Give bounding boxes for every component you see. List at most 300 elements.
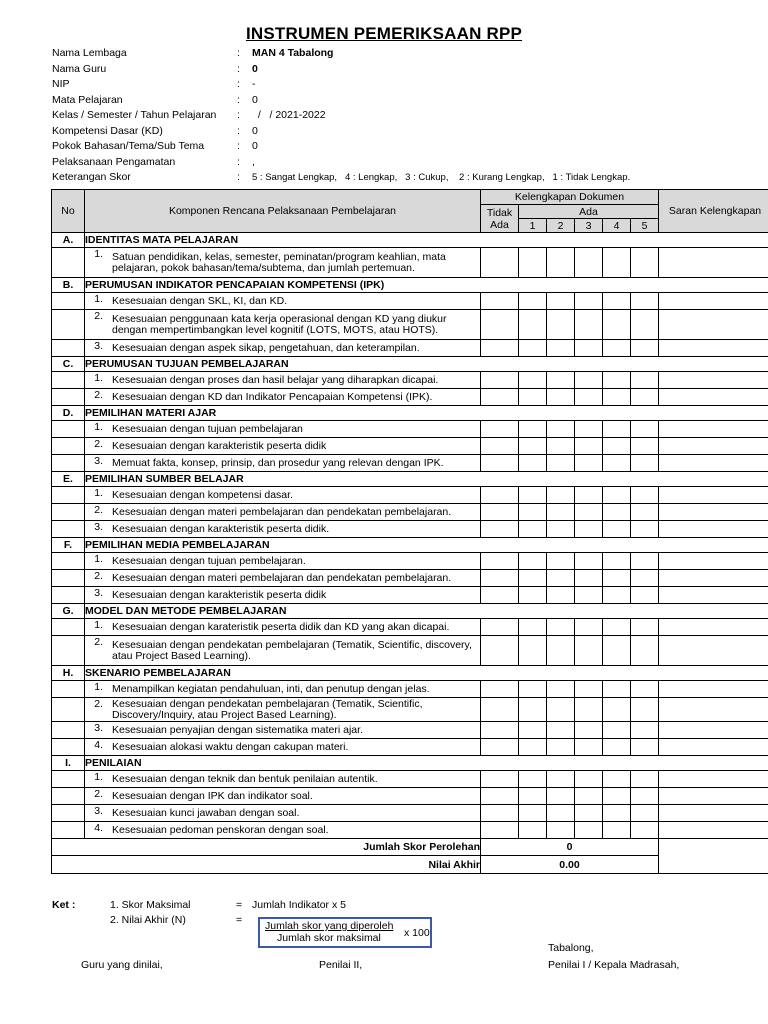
info-value: 0 <box>252 124 258 137</box>
score-cell-3[interactable] <box>575 739 603 756</box>
header-kelengkapan: Kelengkapan Dokumen <box>481 190 659 205</box>
signature-place: Tabalong, <box>548 942 594 954</box>
item-number: 1. <box>94 372 103 384</box>
nilai-value: 0.00 <box>481 856 659 874</box>
info-colon: : <box>237 155 240 168</box>
section-row <box>52 278 768 293</box>
header-tidak-ada: Tidak Ada <box>481 205 519 233</box>
item-number: 1. <box>94 771 103 783</box>
table-row <box>52 805 768 822</box>
tidak-ada-cell[interactable] <box>481 771 519 788</box>
ket-line1-left: 1. Skor Maksimal <box>110 899 191 911</box>
header-saran: Saran Kelengkapan <box>659 190 768 233</box>
tidak-ada-cell[interactable] <box>481 504 519 521</box>
row-no-cell <box>52 722 85 739</box>
score-cell-2[interactable] <box>547 553 575 570</box>
row-item <box>85 438 481 455</box>
tidak-ada-cell[interactable] <box>481 438 519 455</box>
score-cell-5[interactable] <box>631 248 659 278</box>
header-score-4: 4 <box>603 219 631 233</box>
table-row <box>52 521 768 538</box>
table-row <box>52 788 768 805</box>
saran-cell[interactable] <box>659 455 768 472</box>
item-number: 2. <box>94 438 103 450</box>
score-cell-3[interactable] <box>575 587 603 604</box>
score-cell-3[interactable] <box>575 722 603 739</box>
score-cell-1[interactable] <box>519 805 547 822</box>
score-cell-1[interactable] <box>519 636 547 666</box>
row-item <box>85 822 481 839</box>
score-cell-5[interactable] <box>631 805 659 822</box>
table-row <box>52 570 768 587</box>
saran-cell[interactable] <box>659 293 768 310</box>
table-row <box>52 504 768 521</box>
section-title: PEMILIHAN MEDIA PEMBELAJARAN <box>85 538 768 553</box>
row-item <box>85 521 481 538</box>
item-text: Kesesuaian dengan materi pembelajaran dan pendekatan pembelajaran. <box>112 505 452 518</box>
tidak-ada-cell[interactable] <box>481 389 519 406</box>
info-label: Pelaksanaan Pengamatan <box>52 155 176 168</box>
item-number: 2. <box>94 788 103 800</box>
ket-label: Ket : <box>52 899 76 911</box>
score-cell-1[interactable] <box>519 698 547 722</box>
score-cell-1[interactable] <box>519 681 547 698</box>
score-cell-1[interactable] <box>519 788 547 805</box>
info-row <box>52 46 752 62</box>
saran-cell[interactable] <box>659 372 768 389</box>
signature-penilai-1: Penilai I / Kepala Madrasah, <box>548 959 680 971</box>
score-cell-2[interactable] <box>547 340 575 357</box>
item-text: Kesesuaian dengan tujuan pembelajaran. <box>112 554 306 567</box>
tidak-ada-cell[interactable] <box>481 636 519 666</box>
info-label: Nama Lembaga <box>52 47 127 59</box>
score-cell-1[interactable] <box>519 619 547 636</box>
item-text: Menampilkan kegiatan pendahuluan, inti, dan penutup dengan jelas. <box>112 682 430 695</box>
score-cell-5[interactable] <box>631 570 659 587</box>
score-cell-2[interactable] <box>547 570 575 587</box>
saran-cell[interactable] <box>659 587 768 604</box>
score-cell-3[interactable] <box>575 822 603 839</box>
item-text: Memuat fakta, konsep, prinsip, dan prosedur yang relevan dengan IPK. <box>112 456 444 469</box>
info-value: 0 <box>252 140 258 152</box>
score-cell-2[interactable] <box>547 619 575 636</box>
score-cell-2[interactable] <box>547 487 575 504</box>
score-cell-5[interactable] <box>631 771 659 788</box>
tidak-ada-cell[interactable] <box>481 698 519 722</box>
score-cell-5[interactable] <box>631 788 659 805</box>
header-score-2: 2 <box>547 219 575 233</box>
score-cell-2[interactable] <box>547 504 575 521</box>
score-cell-1[interactable] <box>519 771 547 788</box>
section-title: PERUMUSAN INDIKATOR PENCAPAIAN KOMPETENSI (IPK) <box>85 278 768 293</box>
section-row <box>52 538 768 553</box>
score-cell-2[interactable] <box>547 293 575 310</box>
saran-cell[interactable] <box>659 619 768 636</box>
score-cell-3[interactable] <box>575 636 603 666</box>
item-number: 4. <box>94 739 103 751</box>
score-cell-2[interactable] <box>547 421 575 438</box>
row-item <box>85 570 481 587</box>
score-cell-3[interactable] <box>575 619 603 636</box>
saran-cell[interactable] <box>659 421 768 438</box>
info-value: MAN 4 Tabalong <box>252 47 334 59</box>
saran-cell[interactable] <box>659 340 768 357</box>
score-cell-5[interactable] <box>631 487 659 504</box>
score-cell-5[interactable] <box>631 553 659 570</box>
score-cell-5[interactable] <box>631 310 659 340</box>
score-cell-5[interactable] <box>631 822 659 839</box>
score-cell-2[interactable] <box>547 739 575 756</box>
table-row <box>52 636 768 666</box>
score-cell-4[interactable] <box>603 698 631 722</box>
tidak-ada-cell[interactable] <box>481 788 519 805</box>
item-text: Kesesuaian alokasi waktu dengan cakupan materi. <box>112 740 349 753</box>
score-cell-4[interactable] <box>603 248 631 278</box>
row-no-cell <box>52 293 85 310</box>
score-cell-5[interactable] <box>631 739 659 756</box>
score-cell-1[interactable] <box>519 438 547 455</box>
score-cell-5[interactable] <box>631 587 659 604</box>
item-number: 1. <box>94 553 103 565</box>
score-cell-4[interactable] <box>603 771 631 788</box>
score-cell-1[interactable] <box>519 421 547 438</box>
summary-saran-cell <box>659 839 768 874</box>
item-number: 2. <box>94 570 103 582</box>
score-cell-1[interactable] <box>519 310 547 340</box>
saran-cell[interactable] <box>659 805 768 822</box>
saran-cell[interactable] <box>659 248 768 278</box>
section-letter: D. <box>52 406 85 421</box>
score-cell-3[interactable] <box>575 293 603 310</box>
saran-cell[interactable] <box>659 771 768 788</box>
tidak-ada-cell[interactable] <box>481 587 519 604</box>
score-cell-1[interactable] <box>519 340 547 357</box>
row-no-cell <box>52 788 85 805</box>
info-colon: : <box>237 93 240 106</box>
score-cell-3[interactable] <box>575 681 603 698</box>
row-no-cell <box>52 372 85 389</box>
item-number: 3. <box>94 722 103 734</box>
tidak-ada-cell[interactable] <box>481 340 519 357</box>
info-value: 0 <box>252 93 258 106</box>
score-cell-1[interactable] <box>519 570 547 587</box>
item-text: Kesesuaian dengan KD dan Indikator Pencapaian Kompetensi (IPK). <box>112 390 433 403</box>
header-score-5: 5 <box>631 219 659 233</box>
score-cell-2[interactable] <box>547 389 575 406</box>
saran-cell[interactable] <box>659 788 768 805</box>
section-title: PEMILIHAN MATERI AJAR <box>85 406 768 421</box>
saran-cell[interactable] <box>659 521 768 538</box>
score-cell-3[interactable] <box>575 389 603 406</box>
score-cell-1[interactable] <box>519 722 547 739</box>
row-no-cell <box>52 822 85 839</box>
item-number: 1. <box>94 293 103 305</box>
score-cell-2[interactable] <box>547 636 575 666</box>
saran-cell[interactable] <box>659 822 768 839</box>
tidak-ada-cell[interactable] <box>481 805 519 822</box>
tidak-ada-cell[interactable] <box>481 487 519 504</box>
row-no-cell <box>52 636 85 666</box>
row-item <box>85 739 481 756</box>
info-label: Keterangan Skor <box>52 171 131 183</box>
score-cell-4[interactable] <box>603 455 631 472</box>
score-cell-5[interactable] <box>631 504 659 521</box>
score-cell-1[interactable] <box>519 504 547 521</box>
score-cell-3[interactable] <box>575 771 603 788</box>
row-no-cell <box>52 698 85 722</box>
tidak-ada-cell[interactable] <box>481 521 519 538</box>
signature-penilai-2: Penilai II, <box>319 959 363 971</box>
score-cell-1[interactable] <box>519 248 547 278</box>
score-cell-2[interactable] <box>547 310 575 340</box>
table-row <box>52 389 768 406</box>
score-cell-2[interactable] <box>547 805 575 822</box>
saran-cell[interactable] <box>659 739 768 756</box>
score-cell-3[interactable] <box>575 788 603 805</box>
score-cell-4[interactable] <box>603 722 631 739</box>
score-cell-5[interactable] <box>631 372 659 389</box>
tidak-ada-cell[interactable] <box>481 681 519 698</box>
section-letter: E. <box>52 472 85 487</box>
score-cell-4[interactable] <box>603 487 631 504</box>
info-row <box>52 155 752 171</box>
item-number: 2. <box>94 389 103 401</box>
score-cell-1[interactable] <box>519 587 547 604</box>
table-row <box>52 438 768 455</box>
score-cell-5[interactable] <box>631 438 659 455</box>
score-cell-1[interactable] <box>519 487 547 504</box>
tidak-ada-cell[interactable] <box>481 722 519 739</box>
score-cell-2[interactable] <box>547 698 575 722</box>
score-cell-1[interactable] <box>519 822 547 839</box>
info-value: 0 <box>252 62 258 75</box>
saran-cell[interactable] <box>659 570 768 587</box>
score-cell-4[interactable] <box>603 421 631 438</box>
saran-cell[interactable] <box>659 722 768 739</box>
row-item <box>85 421 481 438</box>
tidak-ada-cell[interactable] <box>481 570 519 587</box>
score-cell-2[interactable] <box>547 822 575 839</box>
score-cell-3[interactable] <box>575 553 603 570</box>
score-cell-4[interactable] <box>603 521 631 538</box>
score-cell-4[interactable] <box>603 587 631 604</box>
section-row <box>52 472 768 487</box>
row-no-cell <box>52 421 85 438</box>
header-ada: Ada <box>519 205 659 219</box>
tidak-ada-cell[interactable] <box>481 739 519 756</box>
row-no-cell <box>52 739 85 756</box>
item-text: Kesesuaian penggunaan kata kerja operasional dengan KD yang diukur dengan mempertimbangkan level kognitif (LOTS, MOTS, atau HOTS). <box>112 312 447 336</box>
section-title: PENILAIAN <box>85 756 768 771</box>
item-number: 3. <box>94 587 103 599</box>
score-cell-5[interactable] <box>631 521 659 538</box>
score-cell-1[interactable] <box>519 372 547 389</box>
score-cell-2[interactable] <box>547 521 575 538</box>
score-cell-5[interactable] <box>631 293 659 310</box>
section-letter: H. <box>52 666 85 681</box>
score-cell-3[interactable] <box>575 421 603 438</box>
table-row <box>52 310 768 340</box>
item-text: Satuan pendidikan, kelas, semester, peminatan/program keahlian, mata pelajaran, pokok bahasan/tema/subtema, dan jumlah pertemuan. <box>112 250 446 274</box>
row-no-cell <box>52 504 85 521</box>
tidak-ada-cell[interactable] <box>481 455 519 472</box>
score-cell-4[interactable] <box>603 438 631 455</box>
score-cell-4[interactable] <box>603 504 631 521</box>
score-cell-4[interactable] <box>603 310 631 340</box>
score-cell-1[interactable] <box>519 293 547 310</box>
saran-cell[interactable] <box>659 698 768 722</box>
score-cell-5[interactable] <box>631 455 659 472</box>
tidak-ada-cell[interactable] <box>481 822 519 839</box>
info-label: Kompetensi Dasar (KD) <box>52 124 163 137</box>
section-row <box>52 357 768 372</box>
row-no-cell <box>52 681 85 698</box>
item-number: 2. <box>94 636 103 648</box>
row-no-cell <box>52 438 85 455</box>
item-text: Kesesuaian dengan proses dan hasil belajar yang diharapkan dicapai. <box>112 373 439 386</box>
score-cell-2[interactable] <box>547 681 575 698</box>
score-cell-5[interactable] <box>631 389 659 406</box>
score-cell-4[interactable] <box>603 340 631 357</box>
score-cell-2[interactable] <box>547 372 575 389</box>
row-item <box>85 340 481 357</box>
item-text: Kesesuaian dengan karateristik peserta didik dan KD yang akan dicapai. <box>112 620 450 633</box>
score-cell-3[interactable] <box>575 438 603 455</box>
formula-box <box>258 917 432 948</box>
info-colon: : <box>237 124 240 137</box>
rpp-table <box>51 189 768 874</box>
score-cell-4[interactable] <box>603 553 631 570</box>
score-cell-4[interactable] <box>603 619 631 636</box>
score-cell-3[interactable] <box>575 487 603 504</box>
score-cell-3[interactable] <box>575 372 603 389</box>
row-item <box>85 681 481 698</box>
score-cell-5[interactable] <box>631 698 659 722</box>
score-cell-1[interactable] <box>519 455 547 472</box>
score-cell-3[interactable] <box>575 248 603 278</box>
section-letter: F. <box>52 538 85 553</box>
row-no-cell <box>52 521 85 538</box>
row-item <box>85 698 481 722</box>
score-cell-4[interactable] <box>603 822 631 839</box>
row-item <box>85 587 481 604</box>
item-text: Kesesuaian dengan aspek sikap, pengetahuan, dan keterampilan. <box>112 341 420 354</box>
item-text: Kesesuaian dengan pendekatan pembelajaran (Tematik, Scientific, discovery, atau Project Based Learning). <box>112 638 472 662</box>
item-text: Kesesuaian dengan teknik dan bentuk penilaian autentik. <box>112 772 378 785</box>
score-cell-3[interactable] <box>575 310 603 340</box>
score-cell-4[interactable] <box>603 788 631 805</box>
score-cell-1[interactable] <box>519 739 547 756</box>
item-text: Kesesuaian pedoman penskoran dengan soal. <box>112 823 329 836</box>
jumlah-value: 0 <box>481 839 659 856</box>
info-value: / / 2021-2022 <box>252 109 326 121</box>
saran-cell[interactable] <box>659 504 768 521</box>
item-text: Kesesuaian penyajian dengan sistematika materi ajar. <box>112 723 363 736</box>
score-cell-1[interactable] <box>519 389 547 406</box>
score-cell-5[interactable] <box>631 636 659 666</box>
score-cell-4[interactable] <box>603 739 631 756</box>
table-row <box>52 372 768 389</box>
saran-cell[interactable] <box>659 636 768 666</box>
score-cell-2[interactable] <box>547 248 575 278</box>
score-cell-5[interactable] <box>631 722 659 739</box>
ket-line2-eq: = <box>236 914 243 926</box>
section-title: MODEL DAN METODE PEMBELAJARAN <box>85 604 768 619</box>
table-row <box>52 340 768 357</box>
tidak-ada-cell[interactable] <box>481 293 519 310</box>
score-cell-4[interactable] <box>603 570 631 587</box>
score-cell-5[interactable] <box>631 619 659 636</box>
tidak-ada-cell[interactable] <box>481 248 519 278</box>
saran-cell[interactable] <box>659 438 768 455</box>
item-number: 1. <box>94 248 103 260</box>
score-cell-4[interactable] <box>603 636 631 666</box>
score-cell-2[interactable] <box>547 455 575 472</box>
header-score-1: 1 <box>519 219 547 233</box>
score-cell-2[interactable] <box>547 722 575 739</box>
score-cell-2[interactable] <box>547 438 575 455</box>
saran-cell[interactable] <box>659 487 768 504</box>
saran-cell[interactable] <box>659 553 768 570</box>
score-cell-2[interactable] <box>547 587 575 604</box>
jumlah-label: Jumlah Skor Perolehan <box>52 839 481 856</box>
tidak-ada-cell[interactable] <box>481 421 519 438</box>
saran-cell[interactable] <box>659 310 768 340</box>
score-cell-1[interactable] <box>519 553 547 570</box>
score-cell-5[interactable] <box>631 421 659 438</box>
info-colon: : <box>237 109 240 121</box>
score-cell-4[interactable] <box>603 389 631 406</box>
score-cell-5[interactable] <box>631 340 659 357</box>
score-cell-2[interactable] <box>547 788 575 805</box>
score-cell-3[interactable] <box>575 455 603 472</box>
info-row <box>52 62 752 78</box>
item-text: Kesesuaian dengan SKL, KI, dan KD. <box>112 294 288 307</box>
info-row <box>52 124 752 140</box>
row-no-cell <box>52 487 85 504</box>
score-cell-2[interactable] <box>547 771 575 788</box>
tidak-ada-cell[interactable] <box>481 553 519 570</box>
score-cell-3[interactable] <box>575 504 603 521</box>
table-row <box>52 553 768 570</box>
score-cell-5[interactable] <box>631 681 659 698</box>
info-colon: : <box>237 47 240 59</box>
item-number: 2. <box>94 310 103 322</box>
ket-line1-right: Jumlah Indikator x 5 <box>252 899 346 911</box>
score-cell-4[interactable] <box>603 372 631 389</box>
score-cell-3[interactable] <box>575 805 603 822</box>
info-row <box>52 139 752 155</box>
score-cell-1[interactable] <box>519 521 547 538</box>
saran-cell[interactable] <box>659 389 768 406</box>
score-cell-4[interactable] <box>603 681 631 698</box>
tidak-ada-cell[interactable] <box>481 372 519 389</box>
saran-cell[interactable] <box>659 681 768 698</box>
tidak-ada-cell[interactable] <box>481 310 519 340</box>
score-cell-3[interactable] <box>575 521 603 538</box>
row-no-cell <box>52 340 85 357</box>
header-komponen: Komponen Rencana Pelaksanaan Pembelajaran <box>85 190 481 233</box>
score-cell-4[interactable] <box>603 805 631 822</box>
section-title: PEMILIHAN SUMBER BELAJAR <box>85 472 768 487</box>
score-cell-3[interactable] <box>575 698 603 722</box>
score-cell-4[interactable] <box>603 293 631 310</box>
score-cell-3[interactable] <box>575 570 603 587</box>
tidak-ada-cell[interactable] <box>481 619 519 636</box>
section-row <box>52 756 768 771</box>
score-cell-3[interactable] <box>575 340 603 357</box>
info-colon: : <box>237 140 240 152</box>
